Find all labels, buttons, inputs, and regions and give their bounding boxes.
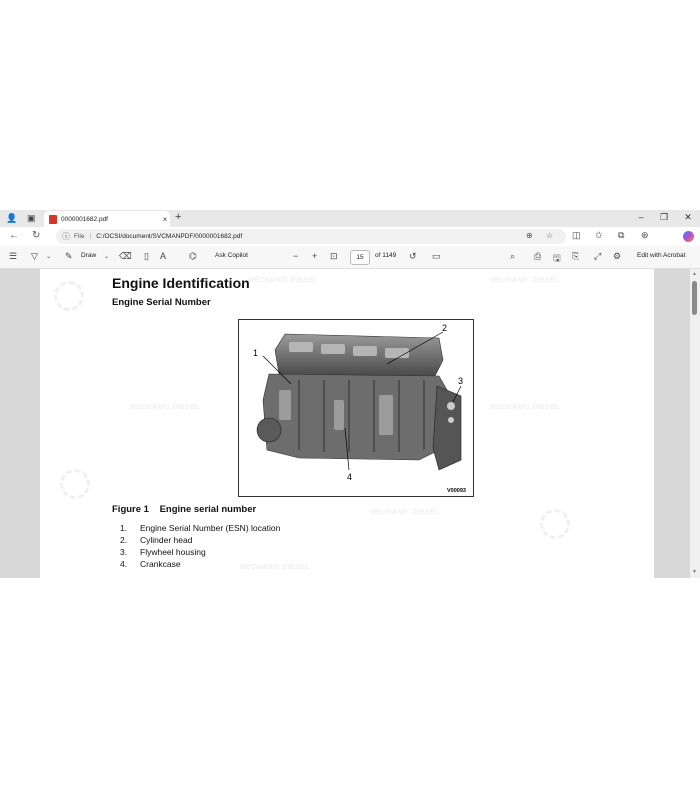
draw-icon[interactable]: ✎	[65, 251, 73, 261]
file-label: File	[74, 233, 85, 240]
highlight-icon[interactable]: ▽	[31, 251, 38, 261]
back-icon[interactable]: ←	[9, 230, 19, 241]
maximize-icon[interactable]: ❐	[659, 212, 669, 222]
watermark-logo	[54, 281, 84, 311]
profile-icon[interactable]: 👤	[6, 213, 18, 223]
watermark-text: MECHANIC DIESEL	[240, 564, 310, 571]
watermark-text: MECHANIC DIESEL	[490, 277, 560, 284]
page-number-input[interactable]: 15	[350, 250, 370, 265]
draw-button[interactable]: Draw	[81, 252, 97, 259]
legend-list	[120, 523, 280, 571]
erase-icon[interactable]: ⌫	[119, 251, 132, 261]
address-bar[interactable]: ⓘ File | C:/OCSI/document/SVCMANPDF/0000001682.pdf ⊕ ☆	[56, 229, 566, 244]
contents-icon[interactable]: ☰	[9, 251, 18, 261]
watermark-text: MECHANIC DIESEL	[248, 277, 318, 284]
engine-illustration	[239, 320, 473, 496]
page-total: of 1149	[375, 252, 397, 259]
new-tab-icon[interactable]: +	[175, 211, 182, 223]
search-icon[interactable]: ⌕	[510, 251, 516, 261]
url-text: C:/OCSI/document/SVCMANPDF/0000001682.pdf	[96, 233, 243, 240]
two-page-icon[interactable]: ▭	[432, 251, 441, 261]
minimize-icon[interactable]: –	[638, 212, 644, 222]
browser-window	[0, 210, 700, 578]
figure-caption-text: Engine serial number	[159, 504, 257, 515]
list-item: 1. Engine Serial Number (ESN) location	[120, 523, 281, 533]
close-window-icon[interactable]: ✕	[684, 212, 692, 222]
print-icon[interactable]: ⎙	[534, 251, 542, 261]
text-icon[interactable]: A	[160, 251, 167, 261]
pdf-toolbar	[0, 246, 700, 269]
fit-page-icon[interactable]: ⊡	[330, 251, 338, 261]
list-item: 2. Cylinder head	[120, 535, 193, 545]
favorite-icon[interactable]: ☆	[546, 231, 554, 240]
callout-4: 4	[347, 472, 353, 482]
rotate-icon[interactable]: ↺	[409, 251, 417, 261]
save-icon[interactable]: 🖫	[553, 253, 561, 263]
address-bar-row	[0, 227, 700, 246]
settings-icon[interactable]: ⚙	[613, 251, 622, 261]
zoom-icon[interactable]: ⊕	[526, 231, 533, 240]
read-aloud-icon[interactable]: ⌬	[189, 251, 197, 261]
watermark-text: MECHANIC DIESEL	[490, 404, 560, 411]
watermark-text: MECHANIC DIESEL	[370, 509, 440, 516]
scroll-down-icon[interactable]: ▼	[692, 569, 697, 575]
vertical-scrollbar[interactable]	[690, 269, 700, 578]
zoom-in-icon[interactable]: +	[312, 251, 318, 261]
split-screen-icon[interactable]: ◫	[572, 230, 581, 240]
watermark-logo	[60, 469, 90, 499]
scrollbar-thumb[interactable]	[692, 281, 697, 315]
favorites-icon[interactable]: ✩	[595, 230, 603, 240]
chevron-down-icon[interactable]: ⌄	[46, 254, 52, 260]
collections-icon[interactable]: ⧉	[618, 230, 625, 240]
tab-pdf[interactable]	[44, 211, 170, 227]
save-as-icon[interactable]: ⎘	[572, 251, 580, 261]
figure-caption-number: Figure 1	[112, 504, 149, 515]
page-title: Engine Identification	[112, 275, 250, 291]
list-item: 3. Flywheel housing	[120, 547, 206, 557]
copilot-icon[interactable]	[683, 231, 694, 242]
page-view-icon[interactable]: ▯	[144, 251, 149, 261]
callout-1: 1	[253, 348, 259, 358]
info-icon[interactable]: ⓘ	[62, 232, 70, 241]
callout-2: 2	[442, 323, 448, 333]
watermark-logo	[540, 509, 570, 539]
zoom-out-icon[interactable]: −	[293, 251, 299, 261]
refresh-icon[interactable]: ↻	[32, 230, 41, 241]
tab-title: 0000001682.pdf	[61, 215, 108, 223]
callout-3: 3	[458, 376, 464, 386]
figure-caption	[112, 504, 256, 515]
fullscreen-icon[interactable]: ⤢	[594, 251, 602, 261]
close-tab-icon[interactable]: ×	[162, 214, 168, 224]
section-heading: Engine Serial Number	[112, 297, 211, 308]
ask-copilot-button[interactable]: Ask Copilot	[215, 252, 248, 259]
watermark-text: MECHANIC DIESEL	[130, 404, 200, 411]
pdf-file-icon	[49, 215, 57, 224]
edit-with-acrobat-button[interactable]: Edit with Acrobat	[637, 252, 686, 259]
tab-strip	[0, 210, 700, 227]
figure-id: V00093	[447, 488, 466, 494]
list-item: 4. Crankcase	[120, 559, 181, 569]
pdf-page	[40, 269, 654, 578]
scroll-up-icon[interactable]: ▲	[692, 271, 697, 277]
engine-figure	[238, 319, 474, 497]
pdf-viewer[interactable]	[0, 269, 700, 578]
extensions-icon[interactable]: ⊛	[641, 230, 649, 240]
chevron-down-icon[interactable]: ⌄	[104, 254, 110, 260]
tab-actions-icon[interactable]: ▣	[27, 213, 36, 223]
